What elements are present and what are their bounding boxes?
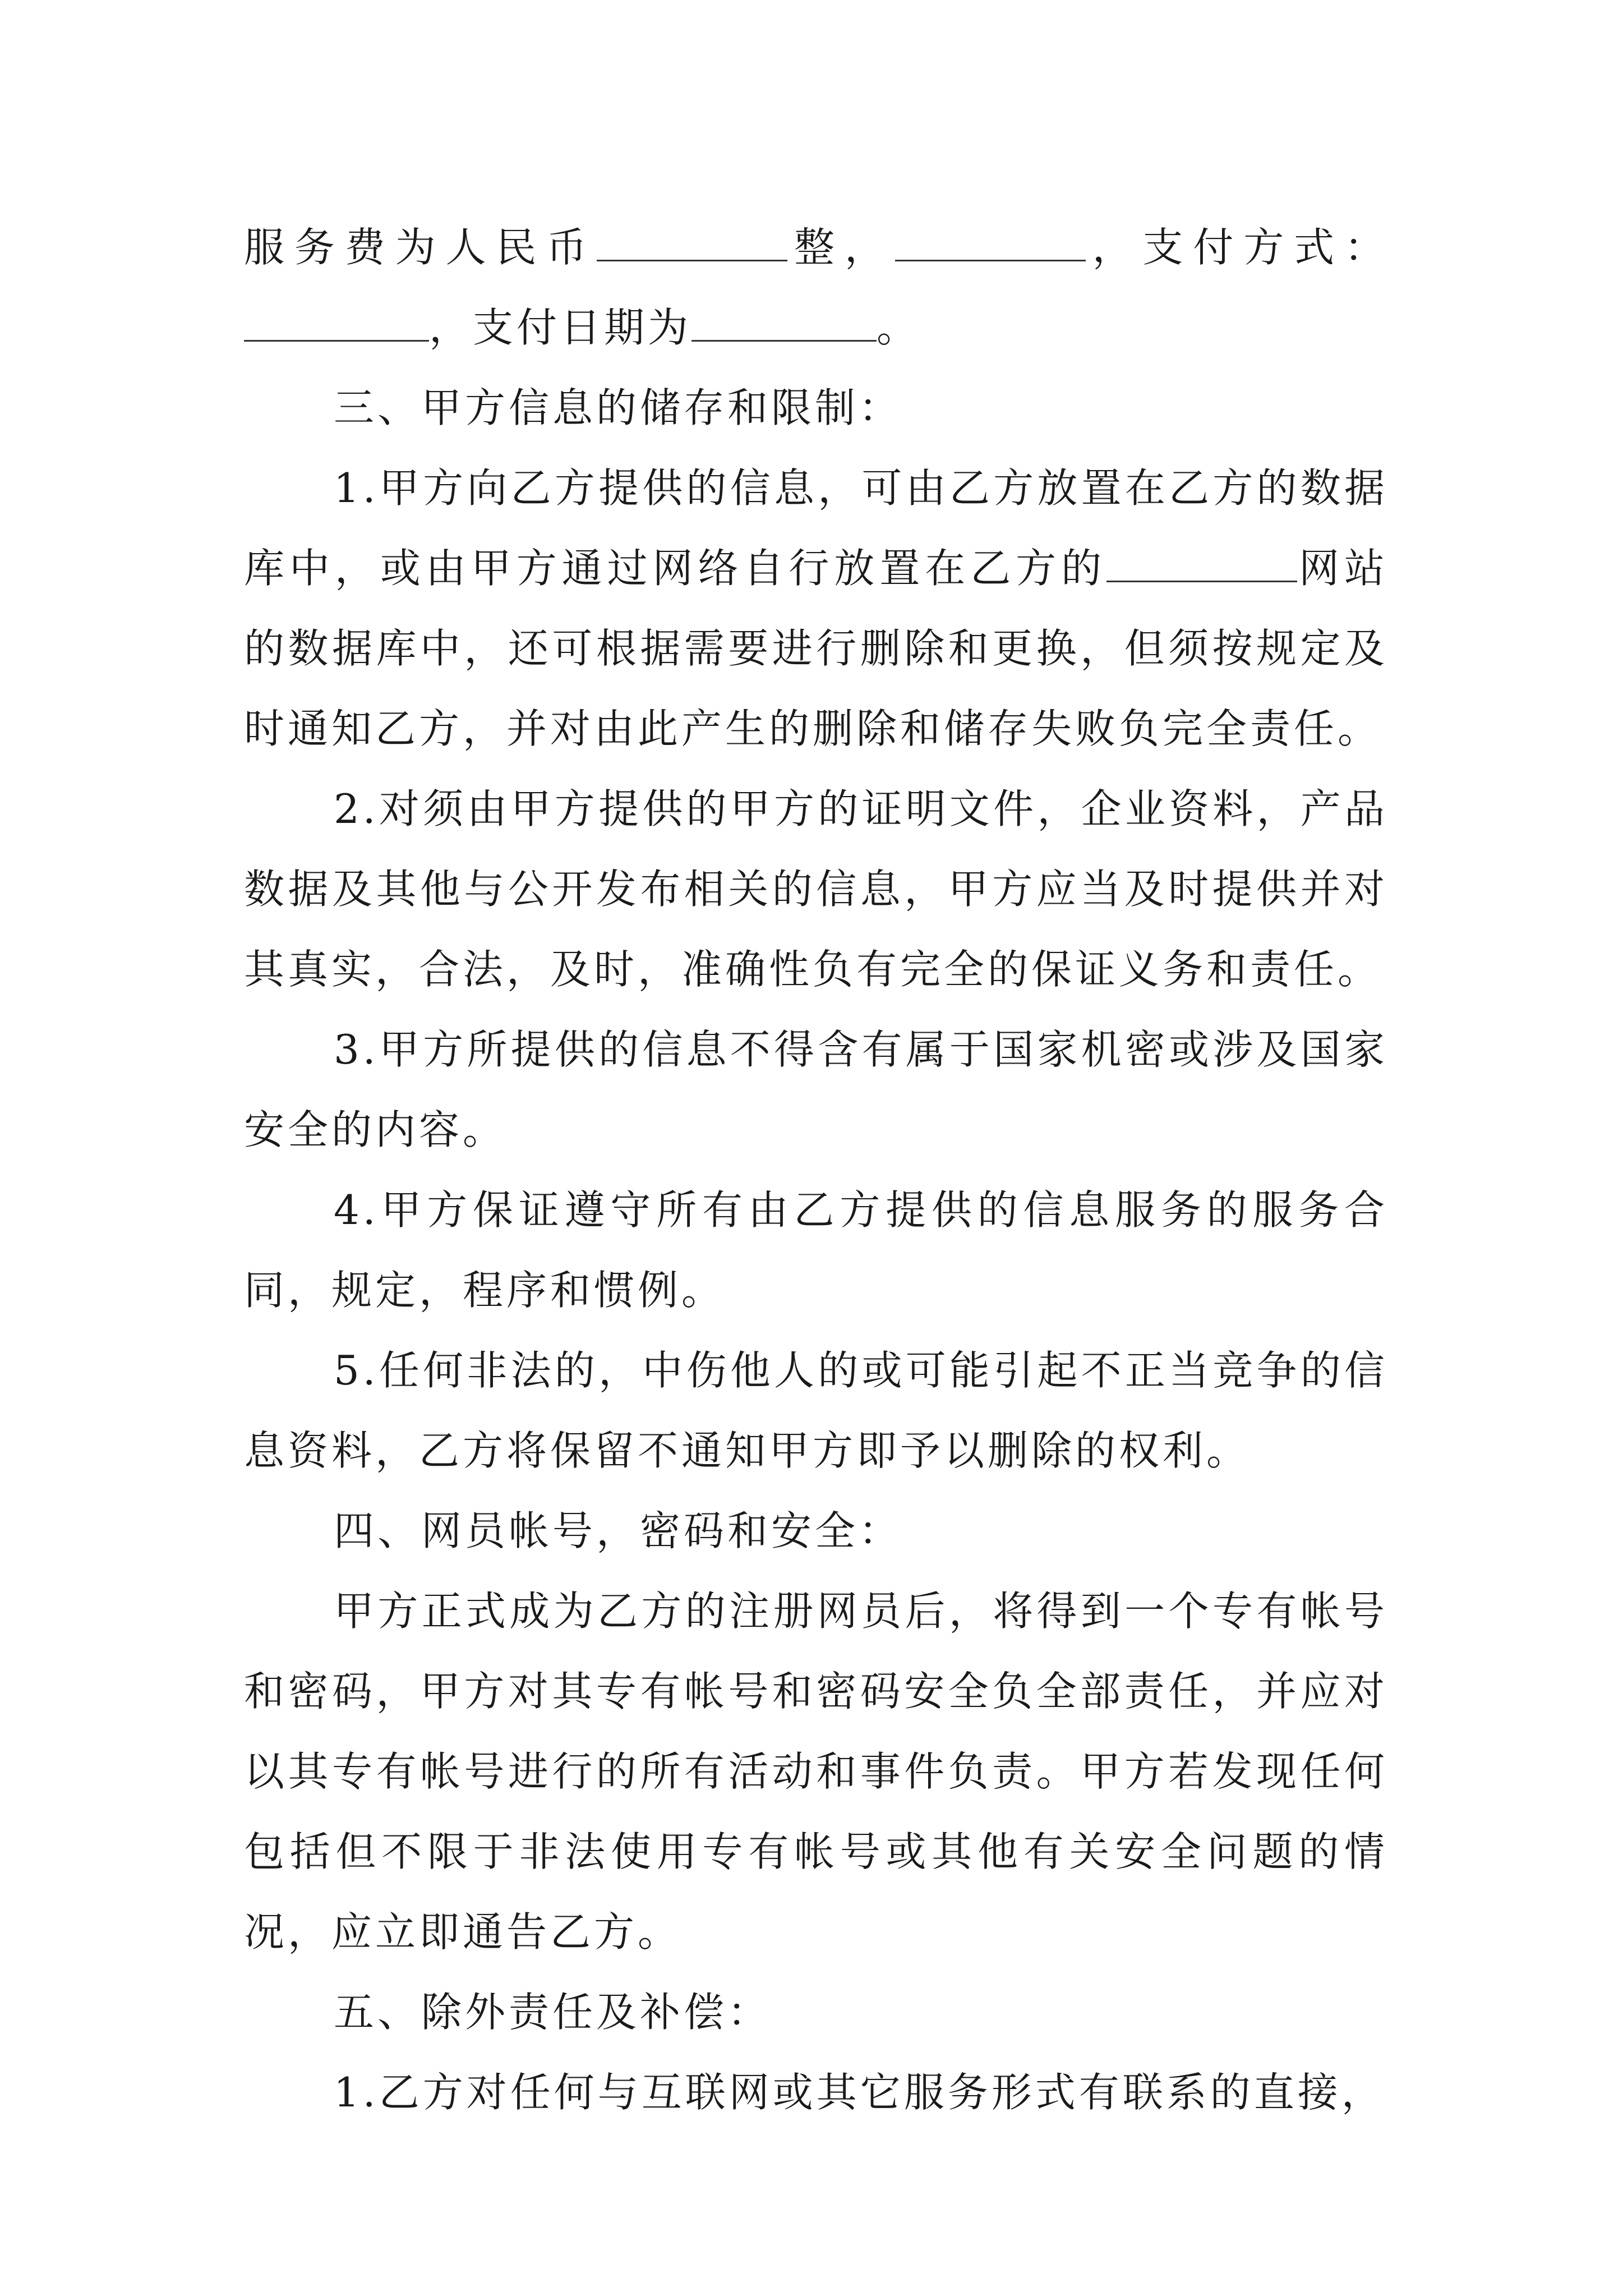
section4-body: 甲方正式成为乙方的注册网员后，将得到一个专有帐号和密码，甲方对其专有帐号和密码安全负全部责任，并应对以其专有帐号进行的所有活动和事件负责。甲方若发现任何包括但不限于非法使用专有帐号或其他有关安全问题的情况，应立即通告乙方。: [244, 1588, 1388, 1955]
section3-item4: 4.甲方保证遵守所有由乙方提供的信息服务的服务合同，规定，程序和惯例。: [244, 1186, 1388, 1314]
fee-amount-blank: [597, 224, 787, 261]
document-body: [244, 208, 1388, 2133]
section5-item1: 1.乙方对任何与互联网或其它服务形式有联系的直接，: [334, 2069, 1385, 2116]
fee-extra-blank: [895, 224, 1086, 261]
fee-paragraph: [244, 208, 1388, 368]
payment-date-blank: [691, 304, 877, 342]
section5-heading: 五、除外责任及补偿：: [334, 1989, 772, 2036]
fee-text-1: 服务费为人民币: [244, 224, 597, 271]
section3-item1-text-b: 网站的数据库中，还可根据需要进行删除和更换，但须按规定及时通知乙方，并对由此产生的删除和储存失败负完全责任。: [244, 545, 1388, 752]
payment-method-blank: [244, 304, 429, 342]
section3-item2: 2.对须由甲方提供的甲方的证明文件，企业资料，产品数据及其他与公开发布相关的信息，甲方应当及时提供并对其真实，合法，及时，准确性负有完全的保证义务和责任。: [244, 785, 1388, 993]
section4-heading: 四、网员帐号，密码和安全：: [334, 1507, 903, 1554]
fee-text-3: ，支付方式：: [1085, 224, 1388, 271]
section3-item1: [244, 448, 1388, 769]
website-name-blank: [1106, 545, 1297, 582]
section3-item3: 3.甲方所提供的信息不得含有属于国家机密或涉及国家安全的内容。: [244, 1026, 1388, 1153]
fee-text-5: 。: [877, 304, 921, 351]
fee-text-2: 整，: [787, 224, 895, 271]
fee-text-4: ，支付日期为: [429, 304, 692, 351]
section3-heading: 三、甲方信息的储存和限制：: [334, 384, 903, 431]
section3-item5: 5.任何非法的，中伤他人的或可能引起不正当竞争的信息资料，乙方将保留不通知甲方即予以删除的权利。: [244, 1347, 1388, 1474]
section3-item1-text-a: 1.甲方向乙方提供的信息，可由乙方放置在乙方的数据库中，或由甲方通过网络自行放置在乙方的: [244, 464, 1388, 592]
